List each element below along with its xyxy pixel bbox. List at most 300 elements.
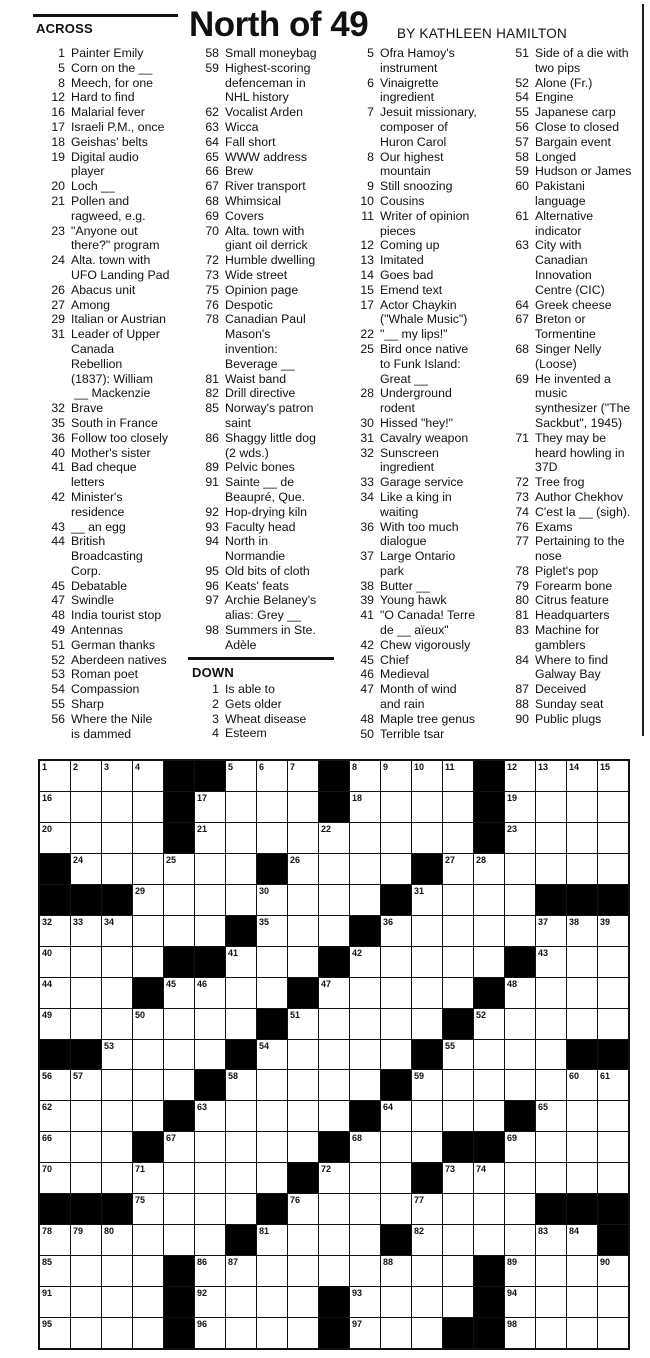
grid-cell[interactable]: [350, 1163, 380, 1193]
grid-cell[interactable]: [567, 761, 597, 791]
grid-cell[interactable]: [257, 761, 287, 791]
grid-cell[interactable]: [474, 1101, 504, 1131]
grid-cell[interactable]: [381, 916, 411, 946]
grid-cell[interactable]: [536, 916, 566, 946]
grid-cell[interactable]: [40, 947, 70, 977]
grid-cell[interactable]: [195, 1101, 225, 1131]
grid-cell[interactable]: [319, 823, 349, 853]
grid-cell[interactable]: [164, 1009, 194, 1039]
grid-cell[interactable]: [505, 978, 535, 1008]
grid-cell[interactable]: [226, 1287, 256, 1317]
grid-cell[interactable]: [536, 1318, 566, 1348]
grid-cell[interactable]: [598, 761, 628, 791]
grid-cell[interactable]: [71, 823, 101, 853]
grid-cell[interactable]: [195, 1163, 225, 1193]
grid-cell[interactable]: [567, 1225, 597, 1255]
grid-cell[interactable]: [133, 1194, 163, 1224]
grid-cell[interactable]: [226, 885, 256, 915]
grid-cell[interactable]: [133, 885, 163, 915]
grid-cell[interactable]: [443, 885, 473, 915]
grid-cell[interactable]: [536, 1101, 566, 1131]
clue-text: Cavalry weapon: [380, 430, 469, 445]
grid-cell[interactable]: [505, 1256, 535, 1286]
grid-cell[interactable]: [195, 1318, 225, 1348]
grid-cell[interactable]: [133, 761, 163, 791]
grid-cell[interactable]: [536, 1225, 566, 1255]
grid-cell[interactable]: [319, 1194, 349, 1224]
grid-cell[interactable]: [164, 916, 194, 946]
grid-cell[interactable]: [474, 947, 504, 977]
grid-cell[interactable]: [319, 1040, 349, 1070]
grid-cell[interactable]: [195, 1194, 225, 1224]
grid-cell[interactable]: [164, 885, 194, 915]
grid-cell[interactable]: [567, 1132, 597, 1162]
grid-cell[interactable]: [536, 1163, 566, 1193]
grid-cell[interactable]: [288, 916, 318, 946]
grid-cell[interactable]: [598, 1132, 628, 1162]
grid-cell[interactable]: [71, 761, 101, 791]
grid-cell[interactable]: [443, 1256, 473, 1286]
grid-cell[interactable]: [443, 792, 473, 822]
grid-cell[interactable]: [133, 1225, 163, 1255]
grid-cell[interactable]: [412, 1101, 442, 1131]
grid-cell[interactable]: [443, 1070, 473, 1100]
grid-cell[interactable]: [288, 1256, 318, 1286]
grid-cell[interactable]: [350, 823, 380, 853]
grid-cell[interactable]: [505, 792, 535, 822]
grid-cell[interactable]: [226, 1132, 256, 1162]
grid-cell[interactable]: [412, 885, 442, 915]
grid-cell[interactable]: [102, 1132, 132, 1162]
grid-cell[interactable]: [40, 1009, 70, 1039]
grid-cell[interactable]: [381, 792, 411, 822]
grid-cell[interactable]: [443, 947, 473, 977]
grid-cell[interactable]: [226, 1194, 256, 1224]
grid-cell[interactable]: [102, 947, 132, 977]
grid-cell[interactable]: [226, 1256, 256, 1286]
grid-cell[interactable]: [257, 1318, 287, 1348]
grid-cell[interactable]: [598, 1163, 628, 1193]
grid-cell[interactable]: [40, 792, 70, 822]
grid-cell[interactable]: [567, 978, 597, 1008]
grid-cell[interactable]: [226, 1009, 256, 1039]
grid-cell[interactable]: [164, 1194, 194, 1224]
grid-cell[interactable]: [40, 823, 70, 853]
grid-cell[interactable]: [226, 1163, 256, 1193]
grid-cell[interactable]: [288, 885, 318, 915]
grid-cell[interactable]: [350, 1040, 380, 1070]
grid-cell[interactable]: [288, 792, 318, 822]
grid-cell[interactable]: [133, 792, 163, 822]
grid-cell[interactable]: [505, 854, 535, 884]
grid-cell[interactable]: [567, 1163, 597, 1193]
grid-cell[interactable]: [350, 854, 380, 884]
grid-cell[interactable]: [536, 792, 566, 822]
grid-cell[interactable]: [257, 792, 287, 822]
grid-cell[interactable]: [71, 947, 101, 977]
grid-cell[interactable]: [350, 792, 380, 822]
grid-cell[interactable]: [288, 1287, 318, 1317]
grid-cell[interactable]: [102, 1256, 132, 1286]
grid-cell[interactable]: [567, 1070, 597, 1100]
grid-cell[interactable]: [567, 854, 597, 884]
grid-cell[interactable]: [381, 1318, 411, 1348]
grid-cell[interactable]: [443, 854, 473, 884]
grid-cell[interactable]: [257, 1070, 287, 1100]
grid-cell[interactable]: [505, 1070, 535, 1100]
grid-cell[interactable]: [288, 1101, 318, 1131]
grid-cell[interactable]: [505, 1132, 535, 1162]
grid-cell[interactable]: [443, 916, 473, 946]
grid-cell[interactable]: [381, 854, 411, 884]
grid-cell[interactable]: [350, 1009, 380, 1039]
grid-cell[interactable]: [598, 823, 628, 853]
grid-cell[interactable]: [71, 1132, 101, 1162]
grid-cell[interactable]: [40, 1256, 70, 1286]
grid-cell[interactable]: [40, 1225, 70, 1255]
grid-cell[interactable]: [412, 947, 442, 977]
grid-cell[interactable]: [412, 823, 442, 853]
grid-cell[interactable]: [102, 1070, 132, 1100]
grid-cell[interactable]: [71, 1163, 101, 1193]
grid-cell[interactable]: [71, 1287, 101, 1317]
grid-cell[interactable]: [319, 885, 349, 915]
grid-cell[interactable]: [381, 1287, 411, 1317]
grid-cell[interactable]: [71, 1225, 101, 1255]
grid-cell[interactable]: [536, 1256, 566, 1286]
grid-cell[interactable]: [164, 1225, 194, 1255]
grid-cell[interactable]: [350, 1287, 380, 1317]
grid-cell[interactable]: [598, 978, 628, 1008]
grid-cell[interactable]: [536, 1132, 566, 1162]
grid-cell[interactable]: [443, 1225, 473, 1255]
grid-cell[interactable]: [505, 916, 535, 946]
grid-cell[interactable]: [40, 1287, 70, 1317]
grid-cell[interactable]: [133, 1287, 163, 1317]
grid-cell[interactable]: [412, 1256, 442, 1286]
grid-cell[interactable]: [412, 761, 442, 791]
grid-cell[interactable]: [474, 1163, 504, 1193]
grid-cell[interactable]: [319, 1225, 349, 1255]
grid-cell[interactable]: [226, 947, 256, 977]
grid-cell[interactable]: [381, 1101, 411, 1131]
grid-cell[interactable]: [505, 1225, 535, 1255]
grid-cell[interactable]: [350, 1132, 380, 1162]
grid-cell[interactable]: [195, 885, 225, 915]
grid-cell[interactable]: [133, 1163, 163, 1193]
grid-cell[interactable]: [412, 1070, 442, 1100]
grid-cell[interactable]: [71, 916, 101, 946]
grid-cell[interactable]: [288, 1225, 318, 1255]
grid-cell[interactable]: [257, 916, 287, 946]
grid-cell[interactable]: [598, 1256, 628, 1286]
grid-cell[interactable]: [40, 1163, 70, 1193]
grid-cell[interactable]: [71, 1256, 101, 1286]
grid-cell[interactable]: [319, 916, 349, 946]
grid-cell[interactable]: [505, 885, 535, 915]
grid-cell[interactable]: [536, 823, 566, 853]
grid-cell[interactable]: [226, 792, 256, 822]
grid-cell[interactable]: [443, 1101, 473, 1131]
grid-cell[interactable]: [567, 792, 597, 822]
grid-cell[interactable]: [40, 978, 70, 1008]
grid-cell[interactable]: [443, 978, 473, 1008]
grid-cell[interactable]: [350, 1256, 380, 1286]
grid-cell[interactable]: [350, 885, 380, 915]
grid-cell[interactable]: [195, 1009, 225, 1039]
grid-cell[interactable]: [474, 916, 504, 946]
grid-cell[interactable]: [195, 792, 225, 822]
grid-cell[interactable]: [133, 1070, 163, 1100]
grid-cell[interactable]: [164, 1070, 194, 1100]
grid-cell[interactable]: [381, 1163, 411, 1193]
grid-cell[interactable]: [567, 916, 597, 946]
grid-cell[interactable]: [226, 1070, 256, 1100]
grid-cell[interactable]: [226, 823, 256, 853]
grid-cell[interactable]: [536, 1009, 566, 1039]
cell-number: 19: [507, 792, 518, 803]
grid-cell[interactable]: [474, 1040, 504, 1070]
grid-cell[interactable]: [319, 1256, 349, 1286]
grid-cell[interactable]: [288, 1040, 318, 1070]
grid-cell[interactable]: [288, 1194, 318, 1224]
grid-cell[interactable]: [598, 916, 628, 946]
grid-cell[interactable]: [133, 823, 163, 853]
grid-cell[interactable]: [102, 1040, 132, 1070]
grid-cell[interactable]: [381, 761, 411, 791]
grid-cell[interactable]: [350, 1318, 380, 1348]
grid-cell[interactable]: [350, 761, 380, 791]
grid-cell[interactable]: [319, 1009, 349, 1039]
grid-cell[interactable]: [319, 1101, 349, 1131]
grid-cell[interactable]: [381, 823, 411, 853]
grid-cell[interactable]: [257, 823, 287, 853]
grid-cell[interactable]: [598, 854, 628, 884]
grid-cell[interactable]: [102, 823, 132, 853]
grid-cell[interactable]: [536, 1287, 566, 1317]
grid-cell[interactable]: [288, 854, 318, 884]
grid-cell[interactable]: [102, 854, 132, 884]
grid-cell[interactable]: [536, 854, 566, 884]
grid-cell[interactable]: [40, 1318, 70, 1348]
grid-cell[interactable]: [257, 885, 287, 915]
grid-cell[interactable]: [40, 1101, 70, 1131]
grid-cell[interactable]: [598, 1318, 628, 1348]
grid-cell[interactable]: [133, 1318, 163, 1348]
grid-cell[interactable]: [226, 978, 256, 1008]
grid-cell[interactable]: [195, 1132, 225, 1162]
grid-cell[interactable]: [164, 1040, 194, 1070]
grid-cell[interactable]: [474, 854, 504, 884]
grid-cell[interactable]: [412, 916, 442, 946]
grid-cell[interactable]: [71, 1070, 101, 1100]
grid-cell[interactable]: [350, 1225, 380, 1255]
grid-cell[interactable]: [412, 1225, 442, 1255]
grid-cell[interactable]: [350, 978, 380, 1008]
grid-cell[interactable]: [257, 947, 287, 977]
grid-cell[interactable]: [505, 1040, 535, 1070]
grid-cell[interactable]: [319, 1070, 349, 1100]
grid-cell[interactable]: [443, 761, 473, 791]
grid-cell[interactable]: [474, 1225, 504, 1255]
grid-cell[interactable]: [257, 1287, 287, 1317]
grid-cell[interactable]: [567, 1009, 597, 1039]
grid-cell[interactable]: [288, 761, 318, 791]
grid-cell[interactable]: [71, 1101, 101, 1131]
grid-cell[interactable]: [40, 916, 70, 946]
grid-cell[interactable]: [319, 978, 349, 1008]
grid-cell[interactable]: [257, 978, 287, 1008]
grid-cell[interactable]: [288, 1009, 318, 1039]
grid-cell[interactable]: [412, 1318, 442, 1348]
grid-cell[interactable]: [40, 761, 70, 791]
grid-cell[interactable]: [102, 1225, 132, 1255]
grid-cell[interactable]: [567, 1318, 597, 1348]
grid-cell[interactable]: [71, 792, 101, 822]
grid-cell[interactable]: [443, 823, 473, 853]
grid-cell[interactable]: [102, 761, 132, 791]
grid-cell[interactable]: [133, 854, 163, 884]
grid-cell[interactable]: [164, 854, 194, 884]
grid-cell[interactable]: [536, 1070, 566, 1100]
grid-cell[interactable]: [536, 1040, 566, 1070]
grid-cell[interactable]: [381, 1040, 411, 1070]
grid-cell[interactable]: [381, 978, 411, 1008]
grid-cell[interactable]: [226, 1101, 256, 1131]
grid-cell[interactable]: [226, 761, 256, 791]
grid-cell[interactable]: [102, 978, 132, 1008]
grid-cell[interactable]: [598, 947, 628, 977]
clue-text: Painter Emily: [71, 46, 144, 60]
grid-cell[interactable]: [133, 1256, 163, 1286]
grid-cell[interactable]: [102, 1163, 132, 1193]
grid-cell[interactable]: [133, 947, 163, 977]
grid-cell[interactable]: [133, 1040, 163, 1070]
grid-cell[interactable]: [381, 1194, 411, 1224]
grid-cell[interactable]: [195, 823, 225, 853]
grid-cell[interactable]: [257, 1163, 287, 1193]
grid-cell[interactable]: [567, 1287, 597, 1317]
grid-cell[interactable]: [195, 1225, 225, 1255]
grid-cell[interactable]: [474, 885, 504, 915]
grid-cell[interactable]: [195, 916, 225, 946]
grid-cell[interactable]: [71, 854, 101, 884]
grid-cell[interactable]: [381, 1132, 411, 1162]
grid-cell[interactable]: [598, 1287, 628, 1317]
grid-cell[interactable]: [350, 1194, 380, 1224]
grid-cell[interactable]: [102, 1318, 132, 1348]
grid-cell[interactable]: [164, 978, 194, 1008]
grid-cell[interactable]: [133, 916, 163, 946]
grid-cell[interactable]: [412, 1287, 442, 1317]
grid-cell[interactable]: [381, 1256, 411, 1286]
grid-cell[interactable]: [505, 1009, 535, 1039]
grid-cell[interactable]: [505, 761, 535, 791]
grid-cell[interactable]: [567, 1256, 597, 1286]
grid-cell[interactable]: [381, 1009, 411, 1039]
grid-cell[interactable]: [195, 1256, 225, 1286]
grid-cell[interactable]: [226, 1318, 256, 1348]
grid-cell[interactable]: [257, 1040, 287, 1070]
grid-cell[interactable]: [536, 978, 566, 1008]
grid-cell[interactable]: [71, 1009, 101, 1039]
grid-cell[interactable]: [288, 823, 318, 853]
grid-cell[interactable]: [288, 1132, 318, 1162]
grid-cell[interactable]: [195, 854, 225, 884]
grid-cell[interactable]: [350, 1070, 380, 1100]
grid-cell[interactable]: [102, 1101, 132, 1131]
grid-cell[interactable]: [40, 1070, 70, 1100]
grid-cell[interactable]: [102, 792, 132, 822]
grid-cell[interactable]: [443, 1040, 473, 1070]
grid-cell[interactable]: [505, 1318, 535, 1348]
grid-cell[interactable]: [164, 1132, 194, 1162]
grid-cell[interactable]: [133, 1101, 163, 1131]
grid-cell[interactable]: [567, 1101, 597, 1131]
grid-cell[interactable]: [443, 1194, 473, 1224]
grid-cell[interactable]: [71, 1318, 101, 1348]
grid-cell[interactable]: [288, 947, 318, 977]
grid-cell[interactable]: [505, 1163, 535, 1193]
grid-cell[interactable]: [412, 1132, 442, 1162]
grid-cell[interactable]: [381, 947, 411, 977]
grid-cell[interactable]: [474, 1070, 504, 1100]
grid-cell[interactable]: [474, 1194, 504, 1224]
grid-cell[interactable]: [102, 1009, 132, 1039]
grid-cell[interactable]: [598, 1070, 628, 1100]
grid-cell[interactable]: [257, 1225, 287, 1255]
grid-cell[interactable]: [412, 792, 442, 822]
grid-cell[interactable]: [474, 1009, 504, 1039]
grid-cell[interactable]: [257, 1101, 287, 1131]
grid-cell[interactable]: [536, 947, 566, 977]
grid-cell[interactable]: [195, 1287, 225, 1317]
grid-cell[interactable]: [505, 1287, 535, 1317]
grid-cell[interactable]: [319, 1163, 349, 1193]
grid-cell[interactable]: [288, 1070, 318, 1100]
grid-cell[interactable]: [567, 823, 597, 853]
grid-cell[interactable]: [412, 1194, 442, 1224]
grid-cell[interactable]: [102, 916, 132, 946]
grid-cell[interactable]: [412, 1009, 442, 1039]
grid-cell[interactable]: [412, 978, 442, 1008]
grid-cell[interactable]: [195, 978, 225, 1008]
grid-cell[interactable]: [350, 947, 380, 977]
cell-number: 11: [445, 762, 455, 772]
grid-cell[interactable]: [40, 1132, 70, 1162]
grid-cell[interactable]: [102, 1287, 132, 1317]
cell-number: 44: [42, 978, 53, 989]
grid-cell[interactable]: [536, 761, 566, 791]
grid-cell[interactable]: [598, 792, 628, 822]
grid-cell[interactable]: [257, 1256, 287, 1286]
grid-cell[interactable]: [164, 1163, 194, 1193]
grid-cell[interactable]: [226, 854, 256, 884]
grid-cell[interactable]: [505, 823, 535, 853]
grid-cell[interactable]: [443, 1287, 473, 1317]
grid-cell[interactable]: [71, 978, 101, 1008]
grid-cell[interactable]: [443, 1163, 473, 1193]
grid-cell[interactable]: [288, 1318, 318, 1348]
grid-cell[interactable]: [567, 947, 597, 977]
grid-cell[interactable]: [598, 1009, 628, 1039]
grid-cell[interactable]: [319, 854, 349, 884]
grid-cell[interactable]: [257, 1132, 287, 1162]
grid-cell[interactable]: [505, 1194, 535, 1224]
grid-cell[interactable]: [133, 1009, 163, 1039]
grid-cell[interactable]: [598, 1101, 628, 1131]
grid-cell[interactable]: [195, 1040, 225, 1070]
